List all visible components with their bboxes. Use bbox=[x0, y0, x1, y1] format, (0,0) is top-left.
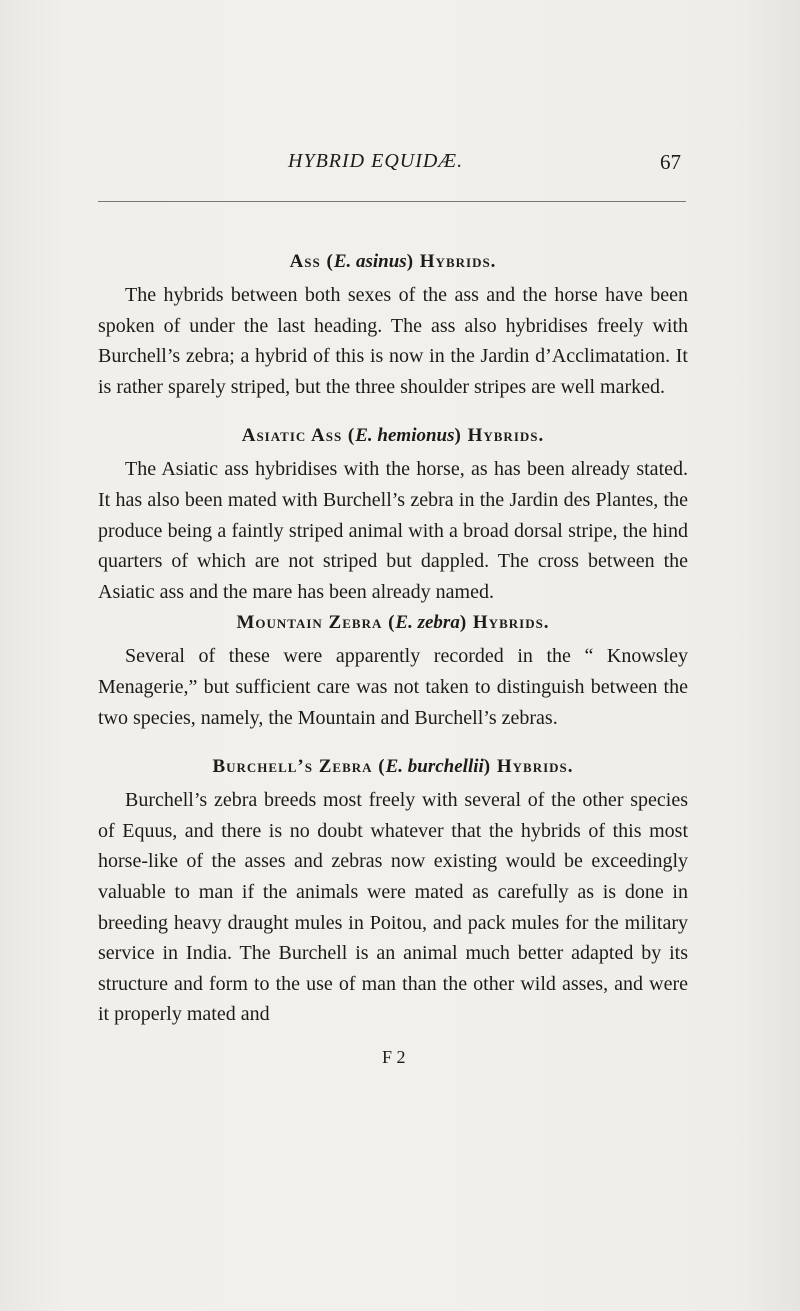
section-heading-asiatic-ass: Asiatic Ass (E. hemionus) Hybrids. bbox=[241, 425, 545, 447]
section-heading-ass: Ass (E. asinus) Hybrids. bbox=[289, 251, 497, 272]
running-head bbox=[0, 150, 800, 180]
paragraph-mountain-zebra: Several of these were apparently recorded in the “ Knowsley Menagerie,” but sufficient care was not taken to distinguish between the two species, namely, the Mountain and Burchell’s zebras. bbox=[98, 645, 688, 729]
signature-mark: F 2 bbox=[382, 1047, 406, 1067]
header-rule bbox=[98, 201, 686, 202]
running-title: HYBRID EQUIDÆ. bbox=[288, 150, 464, 172]
paragraph-ass: The hybrids between both sexes of the ass and the horse have been spoken of under the last heading. The ass also hybridises freely with Burchell’s zebra; a hybrid of this is now in the Jardin d’Acclimatation. It is rather sparely striped, but the three shoulder stripes are well marked. bbox=[98, 284, 688, 398]
section-heading-mountain-zebra: Mountain Zebra (E. zebra) Hybrids. bbox=[236, 612, 550, 634]
section-heading-burchells-zebra: Burchell’s Zebra (E. burchellii) Hybrids. bbox=[212, 756, 574, 778]
page-number: 67 bbox=[660, 150, 681, 174]
paragraph-burchells-zebra: Burchell’s zebra breeds most freely with several of the other species of Equus, and there is no doubt whatever that the hybrids of this most horse-like of the asses and zebras now existing would be exceedingly valuable to man if the animals were mated as carefully as is done in breeding heavy draught mules in Poitou, and pack mules for the military service in India. The Burchell is an animal much better adapted by its structure and form to the use of man than the other wild asses, and were it properly mated and bbox=[98, 789, 688, 1026]
page-body bbox=[98, 248, 688, 1030]
paragraph-asiatic-ass: The Asiatic ass hybridises with the horse, as has been already stated. It has also been mated with Burchell’s zebra in the Jardin des Plantes, the produce being a faintly striped animal with a broad dorsal stripe, the hind quarters of which are not striped but dappled. The cross between the Asiatic ass and the mare has been already named. bbox=[98, 458, 688, 603]
